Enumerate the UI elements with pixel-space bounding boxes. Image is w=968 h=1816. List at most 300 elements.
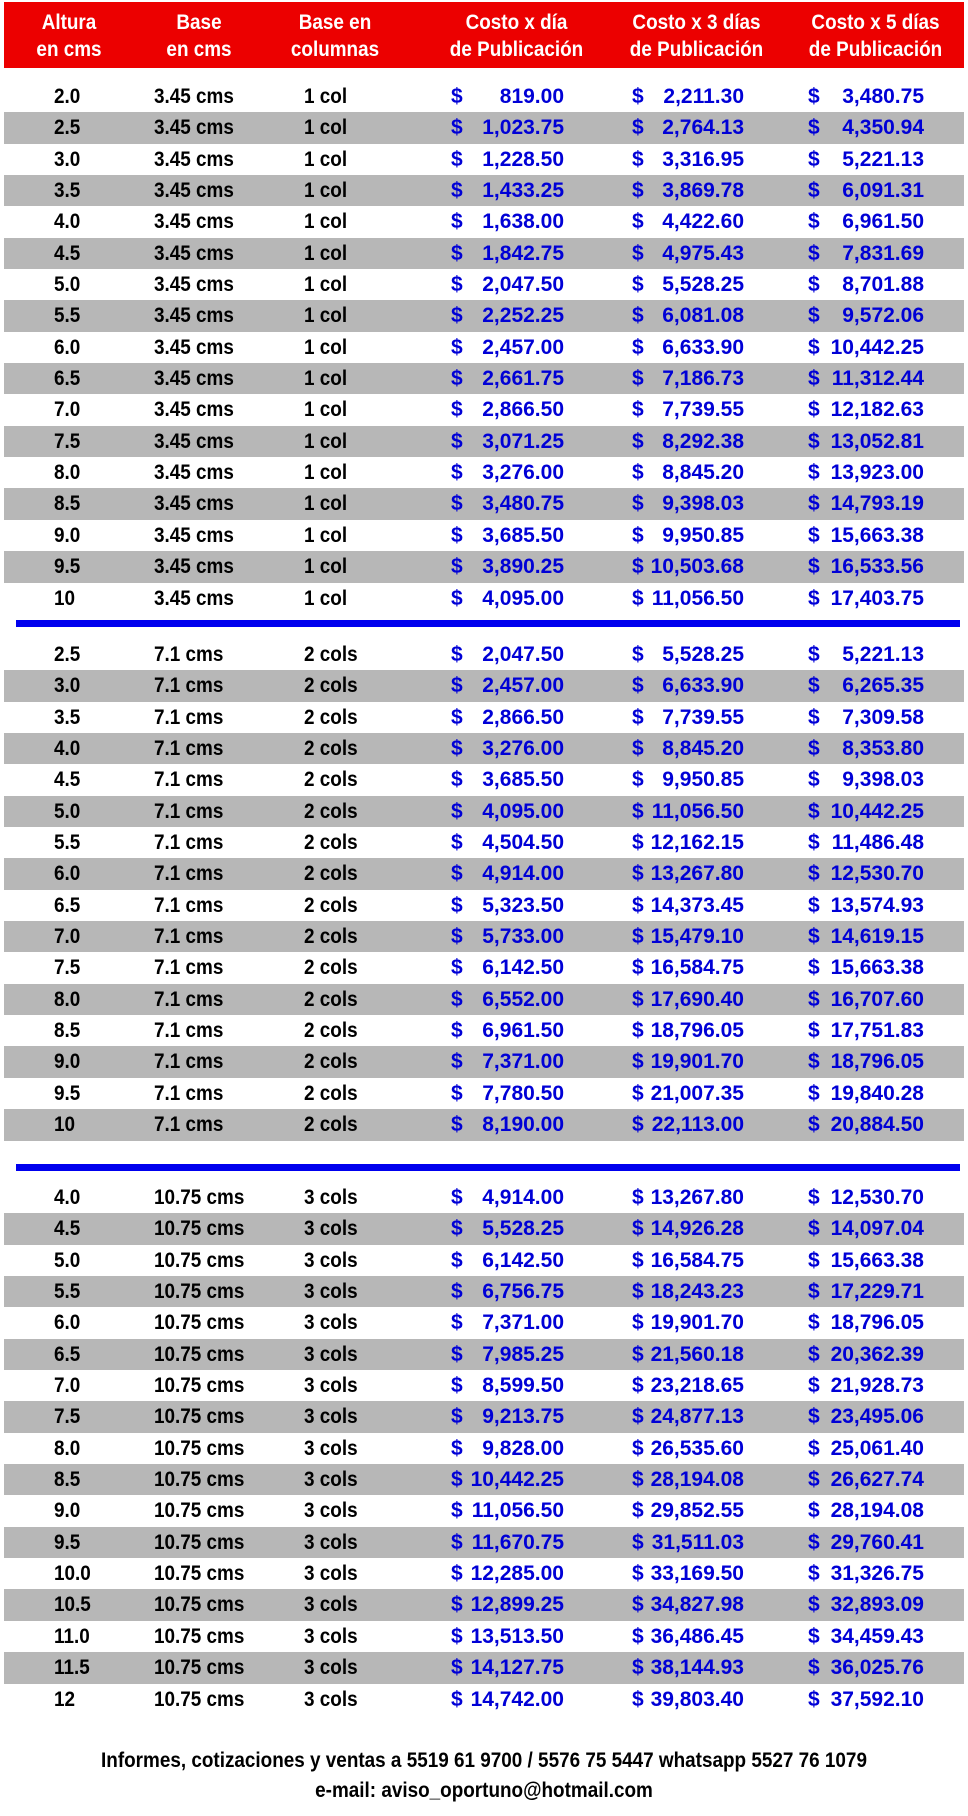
currency-symbol: $: [632, 1186, 644, 1209]
price-5-dias: 15,663.38: [830, 523, 924, 547]
price-3-dias: 7,739.55: [662, 705, 744, 729]
base-cms-cell: 7.1 cms: [154, 799, 224, 823]
price-5-dias: 8,701.88: [842, 273, 924, 297]
table-row: [4, 764, 964, 795]
currency-symbol: $: [808, 335, 820, 359]
price-1-dia: 2,866.50: [482, 398, 564, 422]
currency-symbol: $: [451, 116, 463, 140]
price-5-dias: 12,530.70: [830, 1186, 924, 1209]
price-5-dias: 12,530.70: [830, 862, 924, 886]
currency-symbol: $: [808, 862, 820, 886]
price-1-dia: 2,252.25: [482, 304, 564, 328]
currency-symbol: $: [808, 1081, 820, 1105]
price-3-dias: 19,901.70: [650, 1050, 744, 1074]
currency-symbol: $: [451, 799, 463, 823]
table-row: [4, 394, 964, 425]
price-5-dias: 5,221.13: [842, 147, 924, 171]
altura-cell: 8.5: [54, 492, 81, 516]
currency-symbol: $: [632, 893, 644, 917]
price-5-dias: 7,831.69: [842, 241, 924, 265]
price-5-dias: 17,403.75: [830, 586, 924, 610]
price-1-dia: 4,914.00: [482, 862, 564, 886]
price-3-dias: 11,056.50: [651, 586, 744, 610]
currency-symbol: $: [632, 1593, 644, 1617]
price-3-dias: 38,144.93: [650, 1656, 744, 1680]
altura-cell: 7.0: [54, 1374, 81, 1398]
price-1-dia: 12,899.25: [470, 1593, 564, 1617]
currency-symbol: $: [632, 1280, 644, 1304]
altura-cell: 4.0: [54, 1186, 81, 1209]
table-row: [4, 1527, 964, 1558]
base-columnas-cell: 2 cols: [304, 862, 358, 886]
base-cms-cell: 3.45 cms: [154, 85, 234, 108]
header-base-columnas: Base en columnas: [290, 11, 380, 61]
currency-symbol: $: [451, 737, 463, 761]
currency-symbol: $: [808, 643, 820, 666]
table-row: [4, 206, 964, 237]
base-columnas-cell: 2 cols: [304, 799, 358, 823]
price-3-dias: 2,211.30: [663, 85, 744, 108]
currency-symbol: $: [632, 799, 644, 823]
altura-cell: 7.5: [54, 956, 81, 980]
currency-symbol: $: [451, 1656, 463, 1680]
price-1-dia: 3,890.25: [482, 555, 564, 579]
price-5-dias: 6,091.31: [842, 179, 924, 203]
table-row: [4, 1213, 964, 1244]
table-row: [4, 300, 964, 331]
price-5-dias: 31,326.75: [830, 1562, 924, 1586]
currency-symbol: $: [632, 1342, 644, 1366]
currency-symbol: $: [451, 586, 463, 610]
base-columnas-cell: 3 cols: [304, 1436, 358, 1460]
base-cms-cell: 7.1 cms: [154, 862, 224, 886]
base-cms-cell: 10.75 cms: [154, 1656, 245, 1680]
price-1-dia: 8,599.50: [482, 1374, 564, 1398]
price-3-dias: 6,633.90: [662, 674, 744, 698]
currency-symbol: $: [451, 705, 463, 729]
price-5-dias: 7,309.58: [842, 705, 924, 729]
altura-cell: 4.0: [54, 737, 81, 761]
base-columnas-cell: 3 cols: [304, 1530, 358, 1554]
base-columnas-cell: 3 cols: [304, 1656, 358, 1680]
currency-symbol: $: [808, 1374, 820, 1398]
base-columnas-cell: 2 cols: [304, 768, 358, 792]
altura-cell: 9.5: [54, 555, 81, 579]
altura-cell: 8.5: [54, 1019, 81, 1043]
base-cms-cell: 3.45 cms: [154, 555, 234, 579]
price-1-dia: 6,756.75: [482, 1280, 564, 1304]
table-row: [4, 520, 964, 551]
base-columnas-cell: 3 cols: [304, 1499, 358, 1523]
currency-symbol: $: [451, 987, 463, 1011]
price-5-dias: 29,760.41: [830, 1530, 924, 1554]
currency-symbol: $: [632, 705, 644, 729]
currency-symbol: $: [451, 179, 463, 203]
currency-symbol: $: [451, 643, 463, 666]
table-row: [4, 1464, 964, 1495]
base-cms-cell: 7.1 cms: [154, 1081, 224, 1105]
table-row: [4, 1046, 964, 1077]
altura-cell: 8.0: [54, 1436, 81, 1460]
base-cms-cell: 3.45 cms: [154, 398, 234, 422]
base-columnas-cell: 1 col: [304, 210, 348, 234]
base-cms-cell: 7.1 cms: [154, 893, 224, 917]
price-3-dias: 13,267.80: [650, 862, 744, 886]
currency-symbol: $: [451, 1562, 463, 1586]
base-cms-cell: 3.45 cms: [154, 273, 234, 297]
currency-symbol: $: [451, 1081, 463, 1105]
currency-symbol: $: [632, 147, 644, 171]
price-3-dias: 9,398.03: [662, 492, 744, 516]
currency-symbol: $: [451, 1593, 463, 1617]
price-1-dia: 12,285.00: [470, 1562, 564, 1586]
currency-symbol: $: [632, 116, 644, 140]
altura-cell: 5.0: [54, 1248, 81, 1272]
base-columnas-cell: 3 cols: [304, 1217, 358, 1241]
currency-symbol: $: [808, 179, 820, 203]
table-row: [4, 551, 964, 582]
base-cms-cell: 3.45 cms: [154, 492, 234, 516]
base-columnas-cell: 1 col: [304, 116, 348, 140]
base-cms-cell: 3.45 cms: [154, 429, 234, 453]
price-3-dias: 24,877.13: [650, 1405, 744, 1429]
price-3-dias: 15,479.10: [650, 925, 744, 949]
price-1-dia: 3,685.50: [482, 523, 564, 547]
base-columnas-cell: 2 cols: [304, 1113, 358, 1137]
price-1-dia: 2,661.75: [482, 367, 564, 391]
table-row: [4, 921, 964, 952]
price-5-dias: 14,793.19: [830, 492, 924, 516]
altura-cell: 9.5: [54, 1530, 81, 1554]
table-row: [4, 1621, 964, 1652]
table-row: [4, 1495, 964, 1526]
price-1-dia: 3,071.25: [482, 429, 564, 453]
base-cms-cell: 10.75 cms: [154, 1624, 245, 1648]
base-cms-cell: 10.75 cms: [154, 1248, 245, 1272]
base-columnas-cell: 2 cols: [304, 831, 358, 855]
price-3-dias: 21,007.35: [650, 1081, 744, 1105]
currency-symbol: $: [451, 1499, 463, 1523]
price-1-dia: 4,095.00: [482, 586, 564, 610]
currency-symbol: $: [451, 1113, 463, 1137]
currency-symbol: $: [632, 1436, 644, 1460]
base-columnas-cell: 2 cols: [304, 1081, 358, 1105]
currency-symbol: $: [451, 398, 463, 422]
currency-symbol: $: [451, 1019, 463, 1043]
price-5-dias: 13,923.00: [830, 461, 924, 485]
currency-symbol: $: [451, 429, 463, 453]
base-cms-cell: 10.75 cms: [154, 1374, 245, 1398]
currency-symbol: $: [808, 1593, 820, 1617]
base-columnas-cell: 2 cols: [304, 705, 358, 729]
price-5-dias: 6,961.50: [842, 210, 924, 234]
table-row: [4, 796, 964, 827]
base-columnas-cell: 1 col: [304, 461, 348, 485]
price-1-dia: 11,056.50: [471, 1499, 564, 1523]
table-row: [4, 112, 964, 143]
currency-symbol: $: [808, 925, 820, 949]
currency-symbol: $: [632, 461, 644, 485]
currency-symbol: $: [632, 335, 644, 359]
table-row: [4, 1015, 964, 1046]
currency-symbol: $: [808, 705, 820, 729]
price-3-dias: 13,267.80: [650, 1186, 744, 1209]
price-3-dias: 9,950.85: [662, 523, 744, 547]
price-5-dias: 10,442.25: [830, 335, 924, 359]
table-row: [4, 1433, 964, 1464]
currency-symbol: $: [451, 85, 463, 108]
currency-symbol: $: [632, 398, 644, 422]
currency-symbol: $: [808, 674, 820, 698]
price-1-dia: 2,866.50: [482, 705, 564, 729]
price-1-dia: 2,047.50: [482, 643, 564, 666]
base-cms-cell: 10.75 cms: [154, 1436, 245, 1460]
altura-cell: 7.5: [54, 429, 81, 453]
currency-symbol: $: [632, 1687, 644, 1711]
currency-symbol: $: [451, 1624, 463, 1648]
currency-symbol: $: [808, 523, 820, 547]
price-3-dias: 8,845.20: [662, 737, 744, 761]
currency-symbol: $: [632, 1656, 644, 1680]
price-3-dias: 23,218.65: [650, 1374, 744, 1398]
currency-symbol: $: [632, 429, 644, 453]
currency-symbol: $: [632, 1248, 644, 1272]
price-5-dias: 16,707.60: [830, 987, 924, 1011]
table-row: [4, 426, 964, 457]
price-5-dias: 13,052.81: [830, 429, 924, 453]
currency-symbol: $: [808, 737, 820, 761]
price-3-dias: 6,081.08: [662, 304, 744, 328]
base-cms-cell: 10.75 cms: [154, 1405, 245, 1429]
table-row: [4, 583, 964, 614]
base-columnas-cell: 1 col: [304, 85, 348, 108]
price-5-dias: 5,221.13: [842, 643, 924, 666]
currency-symbol: $: [808, 1405, 820, 1429]
currency-symbol: $: [632, 304, 644, 328]
table-row: [4, 1245, 964, 1276]
altura-cell: 11.5: [54, 1656, 90, 1680]
currency-symbol: $: [632, 492, 644, 516]
price-3-dias: 21,560.18: [650, 1342, 744, 1366]
base-cms-cell: 10.75 cms: [154, 1186, 245, 1209]
base-cms-cell: 7.1 cms: [154, 831, 224, 855]
currency-symbol: $: [632, 555, 644, 579]
currency-symbol: $: [808, 273, 820, 297]
price-3-dias: 16,584.75: [650, 1248, 744, 1272]
price-1-dia: 2,457.00: [482, 674, 564, 698]
table-row: [4, 1401, 964, 1432]
currency-symbol: $: [808, 1468, 820, 1492]
base-cms-cell: 7.1 cms: [154, 956, 224, 980]
base-columnas-cell: 1 col: [304, 304, 348, 328]
currency-symbol: $: [632, 831, 644, 855]
currency-symbol: $: [632, 1468, 644, 1492]
currency-symbol: $: [632, 1499, 644, 1523]
currency-symbol: $: [451, 831, 463, 855]
price-5-dias: 20,362.39: [830, 1342, 924, 1366]
currency-symbol: $: [451, 1050, 463, 1074]
price-3-dias: 18,796.05: [650, 1019, 744, 1043]
price-5-dias: 23,495.06: [830, 1405, 924, 1429]
email-line: e-mail: aviso_oportuno@hotmail.com: [315, 1779, 653, 1802]
base-columnas-cell: 2 cols: [304, 674, 358, 698]
price-3-dias: 31,511.03: [651, 1530, 744, 1554]
base-cms-cell: 3.45 cms: [154, 116, 234, 140]
altura-cell: 2.0: [54, 85, 81, 108]
currency-symbol: $: [451, 1217, 463, 1241]
table-row: [4, 984, 964, 1015]
base-cms-cell: 10.75 cms: [154, 1499, 245, 1523]
altura-cell: 4.5: [54, 241, 81, 265]
table-row: [4, 733, 964, 764]
price-5-dias: 14,619.15: [830, 925, 924, 949]
price-1-dia: 10,442.25: [470, 1468, 564, 1492]
currency-symbol: $: [451, 674, 463, 698]
altura-cell: 12: [54, 1687, 76, 1711]
price-3-dias: 22,113.00: [651, 1113, 744, 1137]
price-table-page: [4, 2, 964, 1810]
base-cms-cell: 3.45 cms: [154, 147, 234, 171]
base-cms-cell: 7.1 cms: [154, 1019, 224, 1043]
currency-symbol: $: [808, 1248, 820, 1272]
base-columnas-cell: 2 cols: [304, 987, 358, 1011]
currency-symbol: $: [808, 1687, 820, 1711]
base-cms-cell: 10.75 cms: [154, 1311, 245, 1335]
base-cms-cell: 7.1 cms: [154, 643, 224, 666]
base-cms-cell: 7.1 cms: [154, 674, 224, 698]
base-columnas-cell: 1 col: [304, 179, 348, 203]
header-costo-5-dias: Costo x 5 días de Publicación: [808, 11, 943, 61]
base-cms-cell: 7.1 cms: [154, 768, 224, 792]
table-row: [4, 1558, 964, 1589]
altura-cell: 3.0: [54, 674, 81, 698]
currency-symbol: $: [451, 1530, 463, 1554]
base-columnas-cell: 1 col: [304, 523, 348, 547]
price-1-dia: 4,095.00: [482, 799, 564, 823]
altura-cell: 5.5: [54, 831, 81, 855]
section-1-col: [4, 81, 964, 614]
altura-cell: 2.5: [54, 116, 81, 140]
price-1-dia: 1,842.75: [482, 241, 564, 265]
currency-symbol: $: [808, 893, 820, 917]
altura-cell: 4.5: [54, 1217, 81, 1241]
table-row: [4, 1339, 964, 1370]
base-columnas-cell: 1 col: [304, 273, 348, 297]
currency-symbol: $: [632, 1311, 644, 1335]
price-3-dias: 2,764.13: [662, 116, 744, 140]
currency-symbol: $: [632, 1530, 644, 1554]
price-1-dia: 5,733.00: [482, 925, 564, 949]
currency-symbol: $: [808, 1624, 820, 1648]
altura-cell: 5.0: [54, 799, 81, 823]
price-5-dias: 11,486.48: [831, 831, 924, 855]
price-5-dias: 6,265.35: [842, 674, 924, 698]
base-cms-cell: 10.75 cms: [154, 1562, 245, 1586]
currency-symbol: $: [451, 555, 463, 579]
table-row: [4, 238, 964, 269]
table-row: [4, 1182, 964, 1213]
price-5-dias: 32,893.09: [830, 1593, 924, 1617]
price-3-dias: 29,852.55: [650, 1499, 744, 1523]
price-1-dia: 2,047.50: [482, 273, 564, 297]
altura-cell: 6.5: [54, 367, 81, 391]
currency-symbol: $: [451, 523, 463, 547]
currency-symbol: $: [808, 799, 820, 823]
currency-symbol: $: [808, 1217, 820, 1241]
currency-symbol: $: [808, 398, 820, 422]
currency-symbol: $: [451, 241, 463, 265]
altura-cell: 8.0: [54, 987, 81, 1011]
price-1-dia: 1,433.25: [482, 179, 564, 203]
price-5-dias: 16,533.56: [830, 555, 924, 579]
currency-symbol: $: [632, 85, 644, 108]
currency-symbol: $: [632, 768, 644, 792]
price-5-dias: 18,796.05: [830, 1050, 924, 1074]
price-3-dias: 28,194.08: [650, 1468, 744, 1492]
currency-symbol: $: [451, 925, 463, 949]
table-row: [4, 1589, 964, 1620]
price-1-dia: 819.00: [499, 85, 564, 108]
header-altura: Altura en cms: [36, 11, 102, 61]
base-columnas-cell: 2 cols: [304, 643, 358, 666]
price-3-dias: 7,186.73: [662, 367, 744, 391]
price-1-dia: 5,528.25: [482, 1217, 564, 1241]
table-row: [4, 332, 964, 363]
price-3-dias: 5,528.25: [662, 643, 744, 666]
price-5-dias: 8,353.80: [842, 737, 924, 761]
currency-symbol: $: [632, 586, 644, 610]
price-3-dias: 3,316.95: [662, 147, 744, 171]
base-cms-cell: 10.75 cms: [154, 1530, 245, 1554]
price-5-dias: 37,592.10: [830, 1687, 924, 1711]
base-cms-cell: 3.45 cms: [154, 586, 234, 610]
table-row: [4, 488, 964, 519]
currency-symbol: $: [451, 1468, 463, 1492]
currency-symbol: $: [808, 492, 820, 516]
base-columnas-cell: 3 cols: [304, 1624, 358, 1648]
altura-cell: 11.0: [54, 1624, 90, 1648]
currency-symbol: $: [632, 1624, 644, 1648]
altura-cell: 10.5: [54, 1593, 91, 1617]
currency-symbol: $: [632, 643, 644, 666]
currency-symbol: $: [451, 147, 463, 171]
altura-cell: 8.0: [54, 461, 81, 485]
price-1-dia: 3,685.50: [482, 768, 564, 792]
price-3-dias: 12,162.15: [650, 831, 744, 855]
table-row: [4, 363, 964, 394]
price-1-dia: 7,780.50: [482, 1081, 564, 1105]
price-3-dias: 9,950.85: [662, 768, 744, 792]
altura-cell: 5.0: [54, 273, 81, 297]
price-1-dia: 4,504.50: [482, 831, 564, 855]
currency-symbol: $: [808, 555, 820, 579]
base-cms-cell: 3.45 cms: [154, 335, 234, 359]
price-1-dia: 3,276.00: [482, 461, 564, 485]
altura-cell: 9.0: [54, 1499, 81, 1523]
altura-cell: 3.5: [54, 179, 81, 203]
base-cms-cell: 3.45 cms: [154, 367, 234, 391]
table-row: [4, 858, 964, 889]
price-1-dia: 6,142.50: [482, 1248, 564, 1272]
base-cms-cell: 3.45 cms: [154, 241, 234, 265]
price-5-dias: 12,182.63: [830, 398, 924, 422]
base-cms-cell: 7.1 cms: [154, 705, 224, 729]
currency-symbol: $: [632, 1405, 644, 1429]
altura-cell: 6.0: [54, 1311, 81, 1335]
currency-symbol: $: [808, 116, 820, 140]
currency-symbol: $: [451, 1248, 463, 1272]
price-3-dias: 14,926.28: [650, 1217, 744, 1241]
